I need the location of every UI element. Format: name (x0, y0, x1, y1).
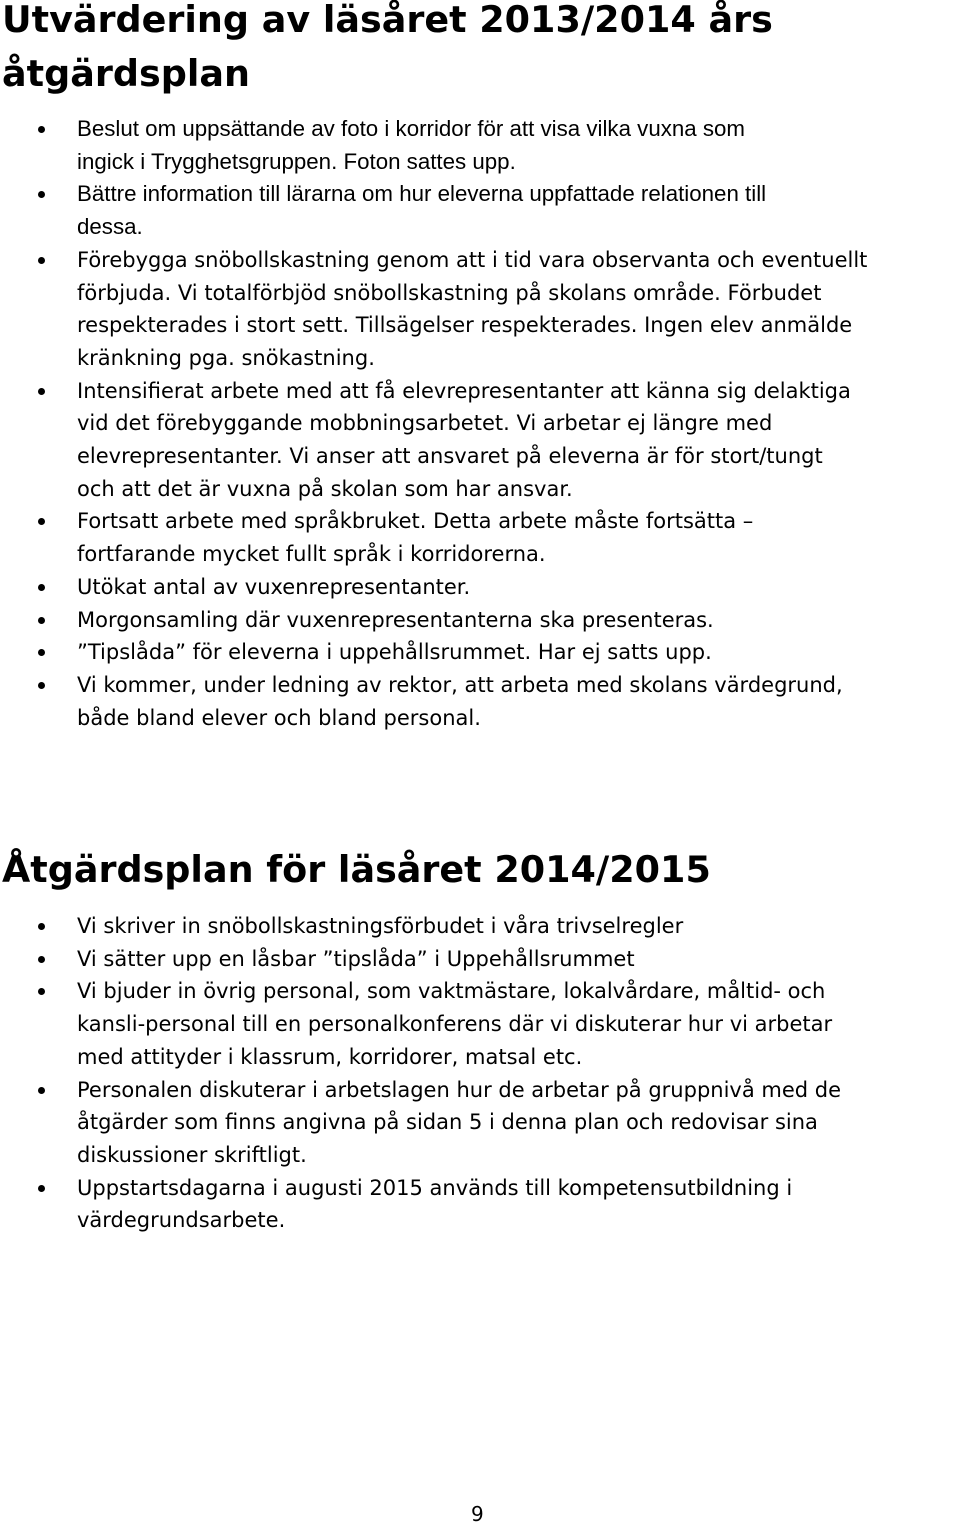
list-item-line: diskussioner skriftligt. (77, 1142, 307, 1167)
list-item-line: Fortsatt arbete med språkbruket. Detta arbete måste fortsätta – (77, 509, 754, 534)
list-item-line: Bättre information till lärarna om hur eleverna uppfattade relationen till (77, 181, 767, 207)
bullet-icon (38, 649, 45, 656)
list-item (0, 113, 960, 178)
action-plan-list (0, 910, 960, 1237)
bullet-icon (38, 257, 45, 264)
list-item-line: Personalen diskuterar i arbetslagen hur de arbetar på gruppnivå med de (77, 1077, 842, 1102)
list-item-line: ”Tipslåda” för eleverna i uppehållsrummet. Har ej satts upp. (77, 640, 712, 665)
list-item-line: Vi sätter upp en låsbar ”tipslåda” i Uppehållsrummet (77, 946, 635, 971)
list-item (0, 178, 960, 243)
list-item-line: ingick i Trygghetsgruppen. Foton sattes upp. (77, 148, 516, 174)
list-item-line: Vi kommer, under ledning av rektor, att arbeta med skolans värdegrund, (77, 672, 843, 697)
list-item-line: och att det är vuxna på skolan som har ansvar. (77, 476, 573, 501)
list-item-line: åtgärder som finns angivna på sidan 5 i denna plan och redovisar sina (77, 1110, 818, 1135)
list-item-line: förbjuda. Vi totalförbjöd snöbollskastning på skolans område. Förbudet (77, 280, 822, 305)
bullet-icon (38, 1185, 45, 1192)
list-item-line: dessa. (77, 214, 143, 240)
list-item (0, 636, 960, 669)
list-item (0, 244, 960, 375)
bullet-icon (38, 191, 45, 198)
section-title-evaluation (2, 0, 773, 101)
bullet-icon (38, 956, 45, 963)
evaluation-list (0, 113, 960, 734)
list-item (0, 1172, 960, 1237)
list-item-line: Intensifierat arbete med att få elevrepresentanter att känna sig delaktiga (77, 378, 851, 403)
list-item-line: Uppstartsdagarna i augusti 2015 används till kompetensutbildning i (77, 1175, 793, 1200)
bullet-icon (38, 988, 45, 995)
list-item (0, 505, 960, 570)
list-item-line: Förebygga snöbollskastning genom att i tid vara observanta och eventuellt (77, 247, 868, 272)
list-item-line: Beslut om uppsättande av foto i korridor för att visa vilka vuxna som (77, 116, 745, 141)
list-item-line: både bland elever och bland personal. (77, 705, 481, 730)
list-item (0, 975, 960, 1073)
list-item (0, 669, 960, 734)
list-item (0, 571, 960, 604)
page-number: 9 (471, 1502, 484, 1526)
section-title-action-plan: Åtgärdsplan för läsåret 2014/2015 (2, 848, 711, 891)
list-item (0, 375, 960, 506)
section-title-line-1: Utvärdering av läsåret 2013/2014 års (2, 0, 773, 41)
list-item (0, 604, 960, 637)
list-item-line: Utökat antal av vuxenrepresentanter. (77, 574, 471, 599)
list-item-line: respekterades i stort sett. Tillsägelser respekterades. Ingen elev anmälde (77, 313, 853, 338)
list-item (0, 943, 960, 976)
bullet-icon (38, 518, 45, 525)
bullet-icon (38, 126, 45, 133)
bullet-icon (38, 388, 45, 395)
list-item-line: vid det förebyggande mobbningsarbetet. Vi arbetar ej längre med (77, 411, 773, 436)
bullet-icon (38, 682, 45, 689)
list-item-line: med attityder i klassrum, korridorer, matsal etc. (77, 1044, 583, 1069)
list-item (0, 910, 960, 943)
list-item-line: fortfarande mycket fullt språk i korridorerna. (77, 542, 546, 567)
list-item-line: Vi skriver in snöbollskastningsförbudet i våra trivselregler (77, 914, 684, 938)
bullet-icon (38, 584, 45, 591)
bullet-icon (38, 1087, 45, 1094)
section-title-line-2: åtgärdsplan (2, 52, 250, 95)
list-item (0, 1074, 960, 1172)
bullet-icon (38, 617, 45, 624)
list-item-line: elevrepresentanter. Vi anser att ansvaret på eleverna är för stort/tungt (77, 444, 823, 469)
list-item-line: Vi bjuder in övrig personal, som vaktmästare, lokalvårdare, måltid- och (77, 979, 826, 1004)
bullet-icon (38, 923, 45, 930)
list-item-line: värdegrundsarbete. (77, 1208, 286, 1233)
list-item-line: kansli-personal till en personalkonferens där vi diskuterar hur vi arbetar (77, 1012, 833, 1037)
list-item-line: Morgonsamling där vuxenrepresentanterna ska presenteras. (77, 607, 714, 632)
list-item-line: kränkning pga. snökastning. (77, 345, 375, 370)
